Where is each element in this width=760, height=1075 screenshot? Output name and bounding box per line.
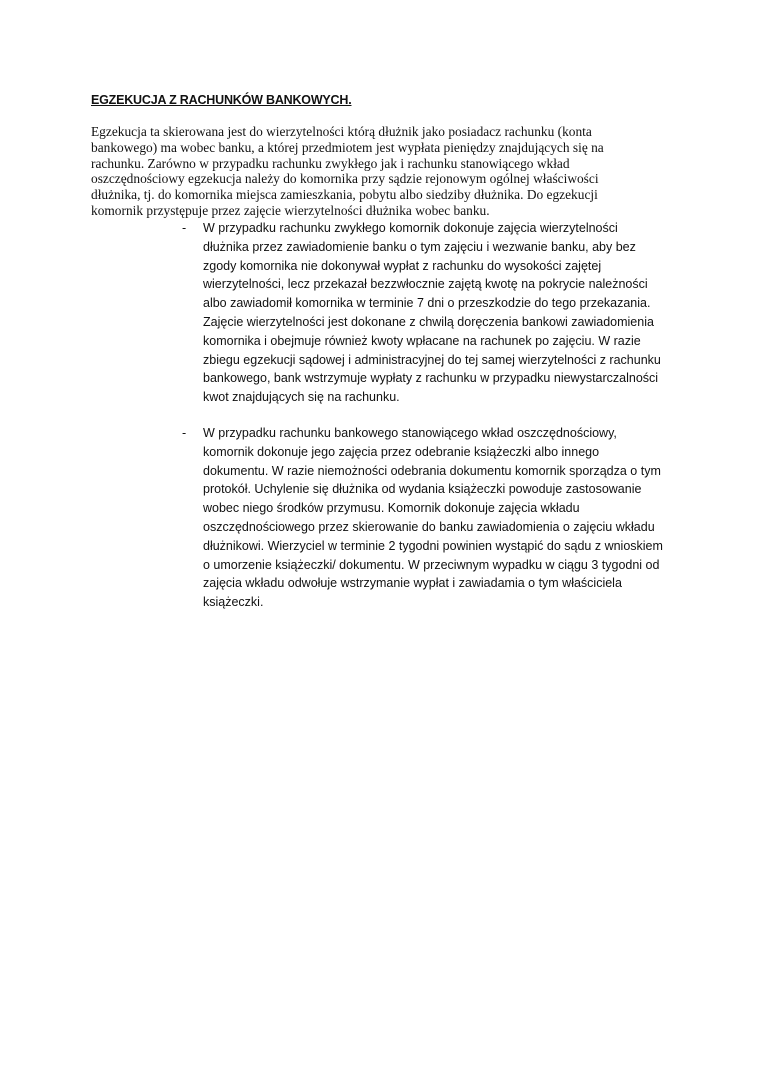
list-item	[182, 219, 682, 407]
bullet-text: W przypadku rachunku bankowego stanowiącego wkład oszczędnościowy, komornik dokonuje jego zajęcia przez odebranie książeczki albo innego dokumentu. W razie niemożności odebrania dokumentu komornik sporządza o tym protokół. Uchylenie się dłużnika od wydania książeczki powoduje zastosowanie wobec niego środków przymusu. Komornik dokonuje zajęcia wkładu oszczędnościowego przez skierowanie do banku zawiadomienia o zajęciu wkładu dłużnikowi. Wierzyciel w terminie 2 tygodni powinien wystąpić do sądu z wnioskiem o umorzenie książeczki/ dokumentu. W przeciwnym wypadku w ciągu 3 tygodni od zajęcia wkładu odwołuje wstrzymanie wypłat i zawiadamia o tym właściciela książeczki.	[203, 426, 663, 610]
bullet-marker: -	[182, 426, 187, 440]
bullet-text: W przypadku rachunku zwykłego komornik dokonuje zajęcia wierzytelności dłużnika przez zawiadomienie banku o tym zajęciu i wezwanie banku, aby bez zgody komornika nie dokonywał wypłat z rachunku do wysokości zajętej wierzytelności, lecz przekazał bezzwłocznie zajętą kwotę na pokrycie należności albo zawiadomił komornika w terminie 7 dni o przeszkodzie do tego przekazania. Zajęcie wierzytelności jest dokonane z chwilą doręczenia bankowi zawiadomienia komornika i obejmuje również kwoty wpłacane na rachunek po zajęciu. W razie zbiegu egzekucji sądowej i administracyjnej do tej samej wierzytelności z rachunku bankowego, bank wstrzymuje wypłaty z rachunku w przypadku niewystarczalności kwot znajdujących się na rachunku.	[203, 221, 661, 405]
document-title: EGZEKUCJA Z RACHUNKÓW BANKOWYCH.	[91, 93, 352, 107]
intro-paragraph: Egzekucja ta skierowana jest do wierzytelności którą dłużnik jako posiadacz rachunku (konta bankowego) ma wobec banku, a której przedmiotem jest wypłata pieniędzy znajdujących się na rachunku. Zarówno w przypadku rachunku zwykłego jak i rachunku stanowiącego wkład oszczędnościowy egzekucja należy do komornika przy sądzie rejonowym ogólnej właściwości dłużnika, tj. do komornika miejsca zamieszkania, pobytu albo siedziby dłużnika. Do egzekucji komornik przystępuje przez zajęcie wierzytelności dłużnika wobec banku.	[91, 124, 604, 218]
list-item	[182, 424, 682, 612]
bullet-marker: -	[182, 221, 187, 235]
